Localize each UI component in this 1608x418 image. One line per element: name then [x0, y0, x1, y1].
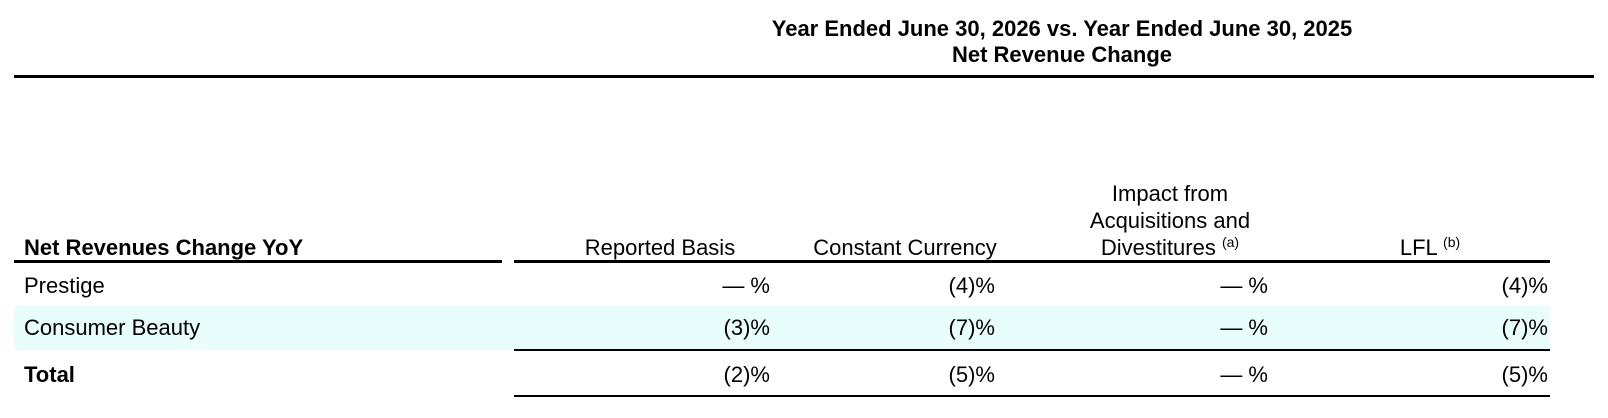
header-constant-currency: Constant Currency: [813, 235, 997, 260]
table-row-prestige: [14, 264, 1550, 308]
bottom-divider: [514, 395, 1550, 397]
footnote-a-marker: (a): [1221, 234, 1240, 250]
table-title-line-1: Year Ended June 30, 2026 vs. Year Ended June 30, 2025: [771, 16, 1353, 41]
header-impact-line-2: Acquisitions and: [1089, 208, 1251, 233]
table-row-consumer-beauty: [14, 306, 1550, 350]
header-impact-text: Divestitures: [1100, 235, 1216, 260]
header-divider-right: [514, 260, 1550, 263]
cell-impact-acquisitions: — %: [1220, 315, 1268, 340]
row-label: Total: [24, 362, 75, 387]
cell-reported-basis: — %: [722, 273, 770, 298]
cell-impact-acquisitions: — %: [1220, 362, 1268, 387]
title-divider: [14, 75, 1594, 78]
header-label: Net Revenues Change YoY: [24, 235, 304, 260]
cell-lfl: (5)%: [1501, 362, 1548, 387]
row-label: Prestige: [24, 273, 105, 298]
cell-reported-basis: (2)%: [723, 362, 770, 387]
footnote-b-marker: (b): [1443, 234, 1461, 250]
cell-constant-currency: (4)%: [948, 273, 995, 298]
table-title-line-2: Net Revenue Change: [951, 42, 1173, 67]
header-divider-left: [14, 260, 502, 263]
cell-constant-currency: (7)%: [948, 315, 995, 340]
header-reported-basis: Reported Basis: [584, 235, 736, 260]
cell-reported-basis: (3)%: [723, 315, 770, 340]
cell-constant-currency: (5)%: [948, 362, 995, 387]
table-title: [530, 16, 1594, 68]
total-divider: [514, 349, 1550, 351]
cell-lfl: (4)%: [1501, 273, 1548, 298]
cell-lfl: (7)%: [1501, 315, 1548, 340]
header-impact-line-1: Impact from: [1111, 181, 1229, 206]
header-impact-acquisitions: [1040, 180, 1300, 264]
header-lfl-text: LFL: [1399, 235, 1437, 260]
row-label: Consumer Beauty: [24, 315, 201, 340]
table-row-total: [14, 353, 1550, 397]
cell-impact-acquisitions: — %: [1220, 273, 1268, 298]
